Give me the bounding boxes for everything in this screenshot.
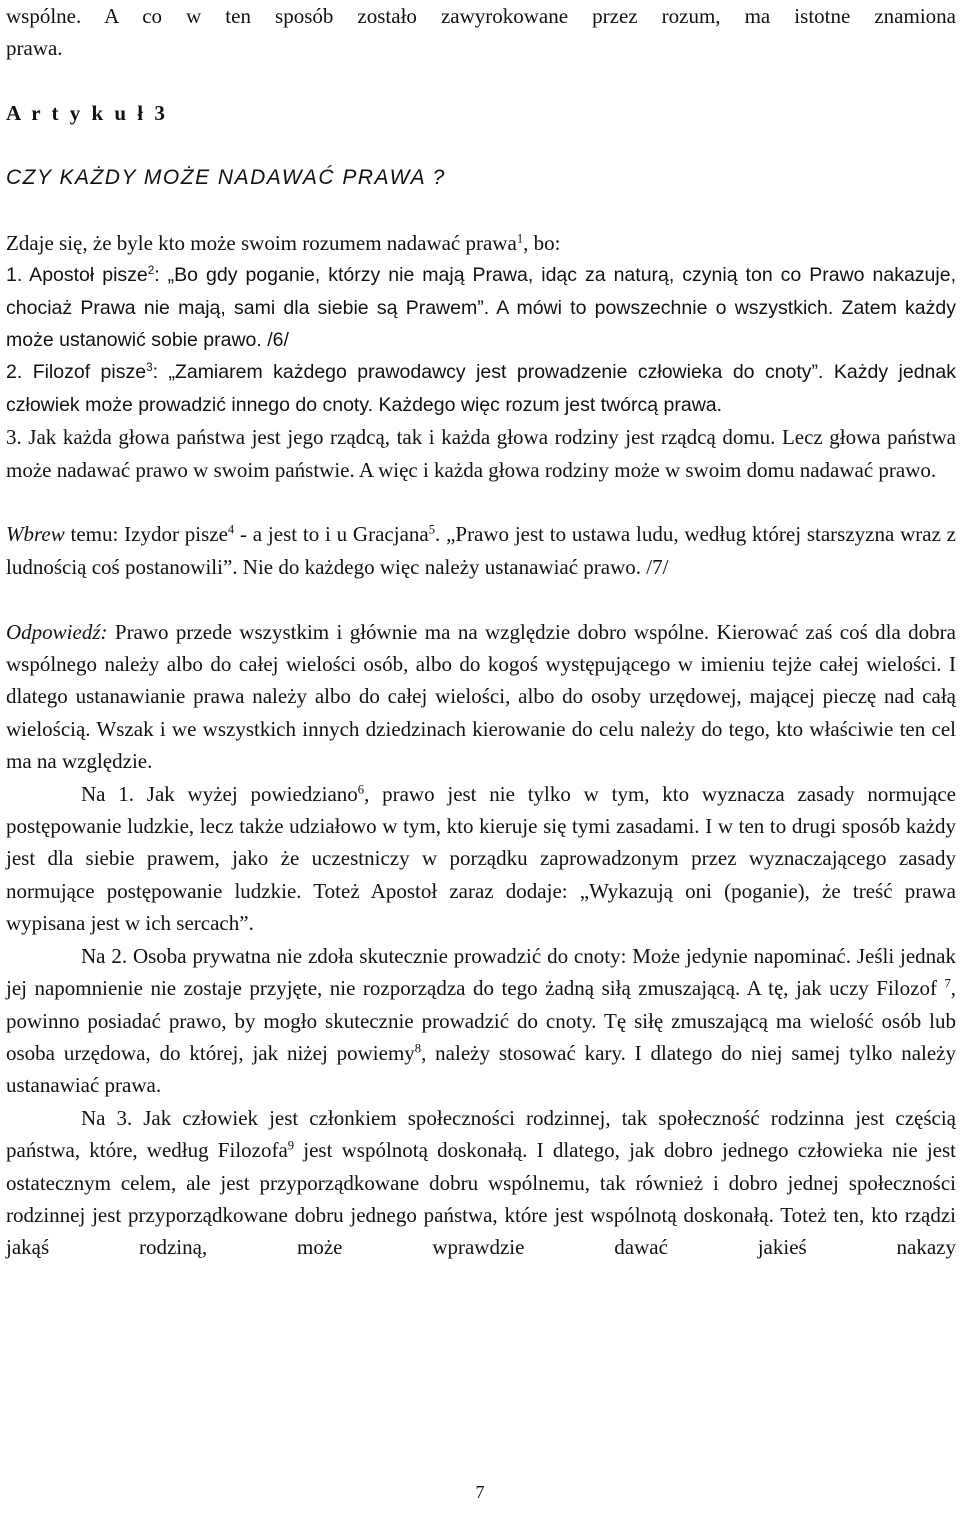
continued-line-end — [6, 32, 956, 64]
reply-2: Na 2. Osoba prywatna nie zdoła skutecznie prowadzić do cnoty: Może jedynie napominać. Jeśli jednak jej napomnienie nie zostaje przyjęte, nie rozporządza do tego żadną siłą zmuszającą. A tę, jak uczy Filozof $^7$, powinno posiadać prawo, by mogło skutecznie prowadzić do cnoty. Tę siłę zmuszającą ma wielość osób lub osoba urzędowa, do której, jak niżej powiemy$^8$, należy stosować kary. I dlatego do niej samej tylko należy ustanawiać prawa. — [6, 943, 956, 1098]
text-line: prawa. — [6, 36, 63, 61]
objection-1: 1. Apostoł pisze$^2$: „Bo gdy poganie, którzy nie mają Prawa, idąc za naturą, czynią ton co Prawo nakazuje, chociaż Prawa nie mają, sami dla siebie są Prawem”. A mówi to powszechnie o wszystkich. Zatem każdy może ustanowić sobie prawo. /6/ — [6, 264, 956, 352]
text-line: wspólne. A co w ten sposób zostało zawyrokowane przez rozum, ma istotne znamiona — [6, 4, 956, 28]
answer: Odpowiedź: Prawo przede wszystkim i głównie ma na względzie dobro wspólne. Kierować zaś coś dla dobra wspólnego należy albo do całej wielości osób, albo do kogoś występującego w imieniu tejże całej wielości. I dlatego ustanawianie prawa należy albo do całej wielości, albo do osoby urzędowej, mającej pieczę nad całą wielością. Wszak i we wszystkich innych dziedzinach kierowanie do celu należy do tego, kto właściwie ten cel ma na względzie. — [6, 619, 956, 774]
sed-contra: Wbrew temu: Izydor pisze$^4$ - a jest to i u Gracjana$^5$. „Prawo jest to ustawa ludu, według której starszyzna wraz z ludnością coś postanowili”. Nie do każdego więc należy ustanawiać prawo. /7/ — [6, 522, 957, 579]
reply-1: Na 1. Jak wyżej powiedziano$^6$, prawo jest nie tylko w tym, kto wyznacza zasady normujące postępowanie ludzkie, lecz także udziałowo w tym, kto kieruje się tymi zasadami. I w ten to drugi sposób każdy jest dla siebie prawem, jako że uczestniczy w porządku zaprowadzonym przez wyznaczającego zasady normujące postępowanie ludzkie. Toteż Apostoł zaraz dodaje: „Wykazują oni (poganie), że treść prawa wypisana jest w ich sercach”. — [6, 781, 956, 936]
objection-2: 2. Filozof pisze$^3$: „Zamiarem każdego prawodawcy jest prowadzenie człowieka do cnoty”. Każdy jednak człowiek może prowadzić innego do cnoty. Każdego więc rozum jest twórcą prawa. — [6, 361, 956, 416]
continued-line — [6, 0, 956, 32]
document-page — [6, 0, 956, 1264]
article-heading: A r t y k u ł 3 — [6, 101, 168, 126]
article-question: CZY KAŻDY MOŻE NADAWAĆ PRAWA ? — [6, 166, 446, 189]
objections-intro: Zdaje się, że byle kto może swoim rozumem nadawać prawa$^1$, bo: — [6, 230, 561, 255]
reply-3: Na 3. Jak człowiek jest członkiem społeczności rodzinnej, tak społeczność rodzinna jest częścią państwa, które, według Filozofa$^9$ jest wspólnotą doskonałą. I dlatego, jak dobro jednego człowieka nie jest ostatecznym celem, ale jest przyporządkowane dobru wspólnemu, tak również i dobro jednej społeczności rodzinnej jest przyporządkowane dobru jednego państwa, które jest wspólnotą doskonałą. Toteż ten, kto rządzi jakąś rodziną, może wprawdzie dawać jakieś nakazy — [6, 1105, 956, 1260]
objection-3: 3. Jak każda głowa państwa jest jego rządcą, tak i każda głowa rodziny jest rządcą domu. Lecz głowa państwa może nadawać prawo w swoim państwie. A więc i każda głowa rodziny może w swoim domu nadawać prawo. — [6, 425, 956, 482]
page-number: 7 — [475, 1482, 485, 1502]
sed-contra-label: Wbrew — [6, 522, 65, 547]
answer-label: Odpowiedź: — [6, 619, 108, 644]
